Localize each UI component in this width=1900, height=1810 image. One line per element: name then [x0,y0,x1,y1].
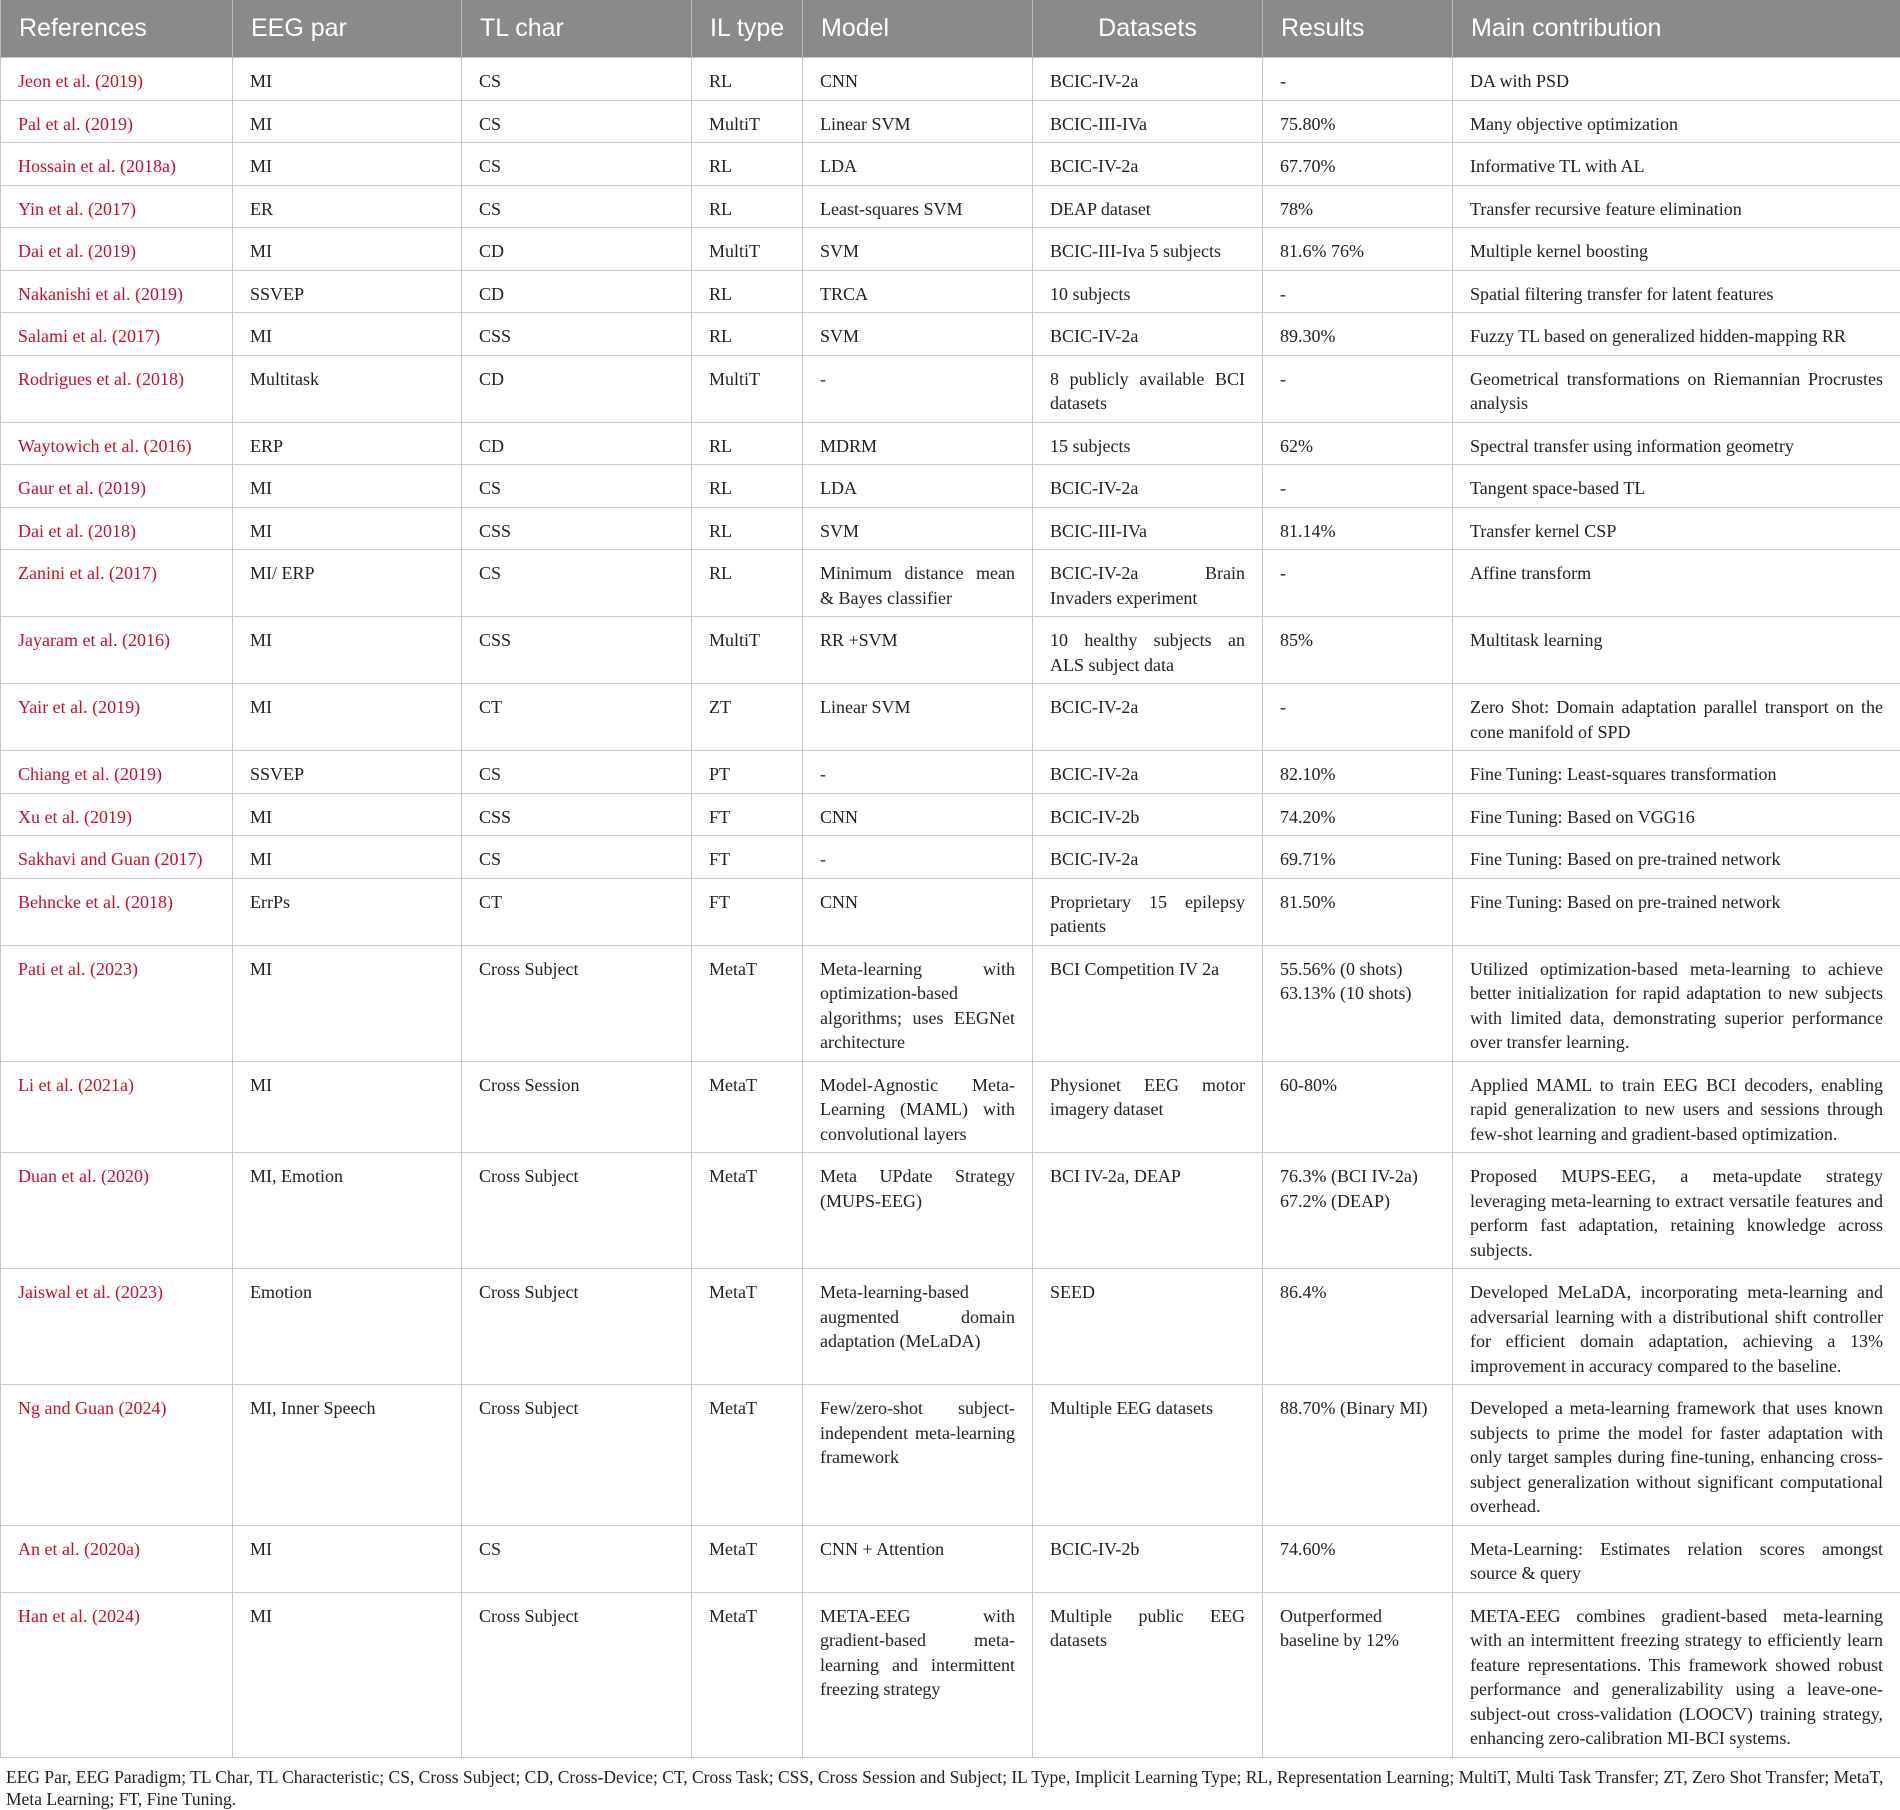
table-row [1,185,1900,228]
il-type-cell: RL [692,58,803,101]
header-references: References [1,0,233,58]
model-cell: SVM [803,507,1033,550]
il-type-cell: MetaT [692,1269,803,1385]
model-cell: Linear SVM [803,100,1033,143]
eeg-par-cell: MI [233,836,462,879]
main-contribution-cell: Transfer recursive feature elimination [1453,185,1900,228]
results-cell: - [1263,270,1453,313]
results-cell: 85% [1263,617,1453,684]
reference-cell[interactable]: Yair et al. (2019) [1,684,233,751]
tl-char-cell: Cross Subject [462,945,692,1061]
table-row [1,751,1900,794]
tl-char-cell: CS [462,836,692,879]
tl-char-cell: CD [462,355,692,422]
reference-cell[interactable]: Zanini et al. (2017) [1,550,233,617]
results-cell: 81.50% [1263,878,1453,945]
table-row [1,550,1900,617]
model-cell: - [803,751,1033,794]
main-contribution-cell: Developed MeLaDA, incorporating meta-learning and adversarial learning with a distributional shift controller for efficient domain adaptation, achieving a 13% improvement in accuracy compared to the baseline. [1453,1269,1900,1385]
il-type-cell: MultiT [692,355,803,422]
datasets-cell: BCIC-IV-2a [1033,836,1263,879]
il-type-cell: RL [692,270,803,313]
table-row [1,1269,1900,1385]
eeg-par-cell: MI [233,313,462,356]
results-cell: 82.10% [1263,751,1453,794]
header-row [1,0,1900,58]
tl-char-cell: CS [462,143,692,186]
table-row [1,1592,1900,1757]
main-contribution-cell: Spectral transfer using information geometry [1453,422,1900,465]
datasets-cell: BCIC-III-IVa [1033,100,1263,143]
reference-cell[interactable]: Duan et al. (2020) [1,1153,233,1269]
model-cell: CNN [803,58,1033,101]
results-cell: 60-80% [1263,1061,1453,1153]
eeg-par-cell: MI [233,507,462,550]
datasets-cell: 8 publicly available BCI datasets [1033,355,1263,422]
main-contribution-cell: Many objective optimization [1453,100,1900,143]
table-row [1,465,1900,508]
datasets-cell: BCI Competition IV 2a [1033,945,1263,1061]
main-contribution-cell: Fine Tuning: Based on pre-trained network [1453,878,1900,945]
datasets-cell: BCIC-IV-2a [1033,684,1263,751]
reference-cell[interactable]: Waytowich et al. (2016) [1,422,233,465]
table-row [1,270,1900,313]
tl-char-cell: CSS [462,793,692,836]
eeg-par-cell: MI [233,617,462,684]
results-cell: 88.70% (Binary MI) [1263,1385,1453,1526]
datasets-cell: BCIC-IV-2a [1033,751,1263,794]
datasets-cell: BCIC-IV-2a [1033,465,1263,508]
reference-cell[interactable]: Jayaram et al. (2016) [1,617,233,684]
tl-char-cell: CSS [462,313,692,356]
model-cell: Meta-learning with optimization-based algorithms; uses EEGNet architecture [803,945,1033,1061]
model-cell: LDA [803,143,1033,186]
datasets-cell: BCIC-IV-2a Brain Invaders experiment [1033,550,1263,617]
model-cell: - [803,836,1033,879]
tl-char-cell: Cross Session [462,1061,692,1153]
table-row [1,684,1900,751]
results-cell: 55.56% (0 shots) 63.13% (10 shots) [1263,945,1453,1061]
table-row [1,1525,1900,1592]
table-footnote: EEG Par, EEG Paradigm; TL Char, TL Characteristic; CS, Cross Subject; CD, Cross-Device; CT, Cross Task; CSS, Cross Session and Subject; IL Type, Implicit Learning Type; RL, Representation Learning; MultiT, Multi Task Transfer; ZT, Zero Shot Transfer; MetaT, Meta Learning; FT, Fine Tuning. [6,1767,1884,1809]
results-cell: 78% [1263,185,1453,228]
model-cell: Minimum distance mean & Bayes classifier [803,550,1033,617]
model-cell: Meta UPdate Strategy (MUPS-EEG) [803,1153,1033,1269]
model-cell: LDA [803,465,1033,508]
main-contribution-cell: Utilized optimization-based meta-learning to achieve better initialization for rapid adaptation to new subjects with limited data, demonstrating superior performance over transfer learning. [1453,945,1900,1061]
eeg-par-cell: MI [233,684,462,751]
tl-char-cell: CS [462,1525,692,1592]
main-contribution-cell: Spatial filtering transfer for latent features [1453,270,1900,313]
reference-cell[interactable]: Hossain et al. (2018a) [1,143,233,186]
results-cell: 67.70% [1263,143,1453,186]
il-type-cell: FT [692,793,803,836]
table-row [1,1385,1900,1526]
eeg-par-cell: MI [233,1061,462,1153]
reference-cell[interactable]: Dai et al. (2018) [1,507,233,550]
header-model: Model [803,0,1033,58]
tl-char-cell: CS [462,465,692,508]
eeg-par-cell: MI [233,465,462,508]
results-cell: - [1263,355,1453,422]
tl-char-cell: CS [462,100,692,143]
table-body [1,58,1900,1758]
main-contribution-cell: Multiple kernel boosting [1453,228,1900,271]
table-row [1,422,1900,465]
tl-char-cell: CS [462,58,692,101]
eeg-par-cell: MI [233,1592,462,1757]
il-type-cell: MultiT [692,228,803,271]
tl-char-cell: Cross Subject [462,1269,692,1385]
il-type-cell: RL [692,313,803,356]
il-type-cell: RL [692,550,803,617]
datasets-cell: BCIC-IV-2a [1033,313,1263,356]
il-type-cell: RL [692,185,803,228]
tl-char-cell: CD [462,422,692,465]
datasets-cell: 10 healthy subjects an ALS subject data [1033,617,1263,684]
reference-cell[interactable]: Xu et al. (2019) [1,793,233,836]
il-type-cell: FT [692,836,803,879]
results-cell: 74.60% [1263,1525,1453,1592]
eeg-par-cell: MI/ ERP [233,550,462,617]
tl-char-cell: CT [462,878,692,945]
results-cell: 81.14% [1263,507,1453,550]
eeg-par-cell: MI [233,793,462,836]
main-contribution-cell: Informative TL with AL [1453,143,1900,186]
datasets-cell: Proprietary 15 epilepsy patients [1033,878,1263,945]
reference-cell[interactable]: Behncke et al. (2018) [1,878,233,945]
main-contribution-cell: Transfer kernel CSP [1453,507,1900,550]
il-type-cell: MetaT [692,1153,803,1269]
table-row [1,355,1900,422]
il-type-cell: RL [692,465,803,508]
table-row [1,836,1900,879]
results-cell: 89.30% [1263,313,1453,356]
model-cell: MDRM [803,422,1033,465]
main-contribution-cell: Developed a meta-learning framework that uses known subjects to prime the model for faster adaptation with only target samples during fine-tuning, enhancing cross-subject generalization without significant computational overhead. [1453,1385,1900,1526]
main-contribution-cell: Fine Tuning: Least-squares transformation [1453,751,1900,794]
eeg-par-cell: MI, Emotion [233,1153,462,1269]
table-row [1,228,1900,271]
tl-char-cell: CSS [462,617,692,684]
results-cell: 74.20% [1263,793,1453,836]
reference-cell[interactable]: Ng and Guan (2024) [1,1385,233,1526]
datasets-cell: BCIC-IV-2b [1033,1525,1263,1592]
il-type-cell: RL [692,422,803,465]
eeg-par-cell: MI [233,945,462,1061]
tl-char-cell: CSS [462,507,692,550]
reference-cell[interactable]: Gaur et al. (2019) [1,465,233,508]
model-cell: Meta-learning-based augmented domain adaptation (MeLaDA) [803,1269,1033,1385]
il-type-cell: RL [692,507,803,550]
reference-cell[interactable]: Sakhavi and Guan (2017) [1,836,233,879]
results-cell: 75.80% [1263,100,1453,143]
results-cell: - [1263,684,1453,751]
model-cell: TRCA [803,270,1033,313]
header-datasets: Datasets [1033,0,1263,58]
table-row [1,100,1900,143]
eeg-par-cell: Multitask [233,355,462,422]
main-contribution-cell: Fine Tuning: Based on VGG16 [1453,793,1900,836]
table-row [1,58,1900,101]
table-row [1,617,1900,684]
eeg-par-cell: MI [233,143,462,186]
header-main-contribution: Main contribution [1453,0,1900,58]
eeg-par-cell: MI [233,1525,462,1592]
main-contribution-cell: Tangent space-based TL [1453,465,1900,508]
main-contribution-cell: Applied MAML to train EEG BCI decoders, enabling rapid generalization to new users and sessions through few-shot learning and gradient-based optimization. [1453,1061,1900,1153]
datasets-cell: Physionet EEG motor imagery dataset [1033,1061,1263,1153]
reference-cell[interactable]: Nakanishi et al. (2019) [1,270,233,313]
eeg-par-cell: MI [233,228,462,271]
main-contribution-cell: Affine transform [1453,550,1900,617]
tl-char-cell: CT [462,684,692,751]
model-cell: SVM [803,313,1033,356]
header-il-type: IL type [692,0,803,58]
main-contribution-cell: Fine Tuning: Based on pre-trained network [1453,836,1900,879]
il-type-cell: MultiT [692,617,803,684]
results-cell: 69.71% [1263,836,1453,879]
tl-char-cell: Cross Subject [462,1592,692,1757]
reference-cell[interactable]: Jaiswal et al. (2023) [1,1269,233,1385]
table-row [1,313,1900,356]
il-type-cell: MetaT [692,1592,803,1757]
il-type-cell: ZT [692,684,803,751]
main-contribution-cell: Geometrical transformations on Riemannian Procrustes analysis [1453,355,1900,422]
datasets-cell: BCIC-IV-2a [1033,58,1263,101]
main-contribution-cell: Zero Shot: Domain adaptation parallel transport on the cone manifold of SPD [1453,684,1900,751]
il-type-cell: MetaT [692,945,803,1061]
table-row [1,1061,1900,1153]
model-cell: CNN [803,793,1033,836]
results-cell: 62% [1263,422,1453,465]
il-type-cell: RL [692,143,803,186]
tl-char-cell: CS [462,185,692,228]
datasets-cell: 15 subjects [1033,422,1263,465]
reference-cell[interactable]: Han et al. (2024) [1,1592,233,1757]
reference-cell[interactable]: Yin et al. (2017) [1,185,233,228]
main-contribution-cell: Meta-Learning: Estimates relation scores amongst source & query [1453,1525,1900,1592]
header-tl-char: TL char [462,0,692,58]
eeg-par-cell: SSVEP [233,751,462,794]
tl-char-cell: CS [462,751,692,794]
eeg-par-cell: ERP [233,422,462,465]
model-cell: SVM [803,228,1033,271]
header-eeg-par: EEG par [233,0,462,58]
table-row [1,1153,1900,1269]
model-cell: CNN [803,878,1033,945]
datasets-cell: Multiple public EEG datasets [1033,1592,1263,1757]
reference-cell[interactable]: Dai et al. (2019) [1,228,233,271]
results-cell: - [1263,465,1453,508]
il-type-cell: FT [692,878,803,945]
table-row [1,507,1900,550]
reference-cell[interactable]: Li et al. (2021a) [1,1061,233,1153]
il-type-cell: PT [692,751,803,794]
model-cell: Few/zero-shot subject-independent meta-learning framework [803,1385,1033,1526]
eeg-par-cell: MI [233,58,462,101]
reference-cell[interactable]: An et al. (2020a) [1,1525,233,1592]
il-type-cell: MetaT [692,1525,803,1592]
tl-char-cell: CD [462,228,692,271]
tl-char-cell: CD [462,270,692,313]
datasets-cell: BCIC-III-Iva 5 subjects [1033,228,1263,271]
results-cell: 86.4% [1263,1269,1453,1385]
model-cell: META-EEG with gradient-based meta-learning and intermittent freezing strategy [803,1592,1033,1757]
eeg-par-cell: Emotion [233,1269,462,1385]
eeg-par-cell: ErrPs [233,878,462,945]
eeg-par-cell: SSVEP [233,270,462,313]
model-cell: Model-Agnostic Meta-Learning (MAML) with convolutional layers [803,1061,1033,1153]
table-row [1,143,1900,186]
datasets-cell: BCIC-III-IVa [1033,507,1263,550]
datasets-cell: SEED [1033,1269,1263,1385]
model-cell: Least-squares SVM [803,185,1033,228]
reference-cell[interactable]: Salami et al. (2017) [1,313,233,356]
table-row [1,793,1900,836]
reference-cell[interactable]: Rodrigues et al. (2018) [1,355,233,422]
reference-cell[interactable]: Chiang et al. (2019) [1,751,233,794]
results-cell: Outperformed baseline by 12% [1263,1592,1453,1757]
main-contribution-cell: Multitask learning [1453,617,1900,684]
table-row [1,945,1900,1061]
datasets-cell: BCIC-IV-2b [1033,793,1263,836]
datasets-cell: Multiple EEG datasets [1033,1385,1263,1526]
results-cell: 76.3% (BCI IV-2a) 67.2% (DEAP) [1263,1153,1453,1269]
table-header [1,0,1900,58]
model-cell: Linear SVM [803,684,1033,751]
il-type-cell: MetaT [692,1385,803,1526]
tl-char-cell: CS [462,550,692,617]
reference-cell[interactable]: Pal et al. (2019) [1,100,233,143]
il-type-cell: MultiT [692,100,803,143]
datasets-cell: BCI IV-2a, DEAP [1033,1153,1263,1269]
model-cell: RR +SVM [803,617,1033,684]
datasets-cell: DEAP dataset [1033,185,1263,228]
il-type-cell: MetaT [692,1061,803,1153]
model-cell: - [803,355,1033,422]
reference-cell[interactable]: Pati et al. (2023) [1,945,233,1061]
results-cell: 81.6% 76% [1263,228,1453,271]
eeg-par-cell: ER [233,185,462,228]
table-row [1,878,1900,945]
results-cell: - [1263,58,1453,101]
header-results: Results [1263,0,1453,58]
reference-cell[interactable]: Jeon et al. (2019) [1,58,233,101]
main-contribution-cell: DA with PSD [1453,58,1900,101]
eeg-par-cell: MI [233,100,462,143]
datasets-cell: BCIC-IV-2a [1033,143,1263,186]
main-contribution-cell: META-EEG combines gradient-based meta-learning with an intermittent freezing strategy to efficiently learn feature representations. This framework showed robust performance and generalizability using a leave-one-subject-out cross-validation (LOOCV) training strategy, enhancing zero-calibration MI-BCI systems. [1453,1592,1900,1757]
main-contribution-cell: Proposed MUPS-EEG, a meta-update strategy leveraging meta-learning to extract versatile features and perform fast adaptation, retaining knowledge across subjects. [1453,1153,1900,1269]
datasets-cell: 10 subjects [1033,270,1263,313]
tl-char-cell: Cross Subject [462,1153,692,1269]
model-cell: CNN + Attention [803,1525,1033,1592]
tl-char-cell: Cross Subject [462,1385,692,1526]
eeg-par-cell: MI, Inner Speech [233,1385,462,1526]
main-contribution-cell: Fuzzy TL based on generalized hidden-mapping RR [1453,313,1900,356]
results-cell: - [1263,550,1453,617]
